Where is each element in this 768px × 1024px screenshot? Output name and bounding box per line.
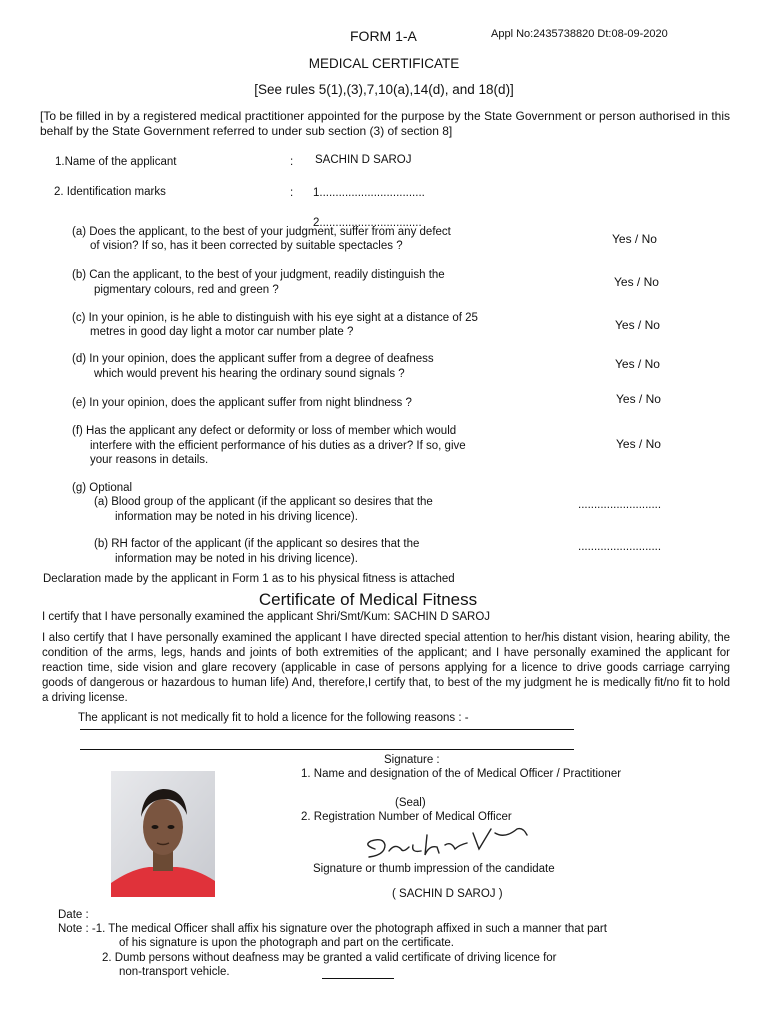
question-b-line2: pigmentary colours, red and green ? <box>94 284 279 296</box>
question-g-a-line2: information may be noted in his driving licence). <box>115 511 358 523</box>
applicant-name-label: 1.Name of the applicant <box>55 156 177 168</box>
certificate-title: MEDICAL CERTIFICATE <box>308 56 460 71</box>
rules-reference: [See rules 5(1),(3),7,10(a),14(d), and 18(d)] <box>254 82 514 97</box>
not-fit-reasons-label: The applicant is not medically fit to hold a licence for the following reasons : - <box>78 712 469 724</box>
signature-label: Signature : <box>384 754 440 766</box>
note-2-line2: non-transport vehicle. <box>119 966 230 978</box>
question-c-line2: metres in good day light a motor car number plate ? <box>90 326 354 338</box>
question-g-b-line1: (b) RH factor of the applicant (if the applicant so desires that the <box>94 538 420 550</box>
application-number: Appl No:2435738820 Dt:08-09-2020 <box>491 28 668 40</box>
question-a-line1: (a) Does the applicant, to the best of your judgment, suffer from any defect <box>72 226 451 238</box>
note-1-line2: of his signature is upon the photograph and part on the certificate. <box>119 937 454 949</box>
reason-line-1 <box>80 729 574 730</box>
question-b-answer: Yes / No <box>614 275 659 289</box>
seal-label: (Seal) <box>395 797 426 809</box>
question-e-line1: (e) In your opinion, does the applicant suffer from night blindness ? <box>72 397 412 409</box>
question-c-line1: (c) In your opinion, is he able to distinguish with his eye sight at a distance of 25 <box>72 312 478 324</box>
note-1-line1: Note : -1. The medical Officer shall affix his signature over the photograph affixed in such a manner that part <box>58 923 607 935</box>
date-label: Date : <box>58 909 89 921</box>
registration-number-label: 2. Registration Number of Medical Officer <box>301 811 512 823</box>
reason-line-2 <box>80 749 574 750</box>
identification-marks-label: 2. Identification marks <box>54 186 166 198</box>
form-title: FORM 1-A <box>350 28 417 44</box>
question-d-line2: which would prevent his hearing the ordinary sound signals ? <box>94 368 405 380</box>
applicant-name-value: SACHIN D SAROJ <box>315 154 412 166</box>
candidate-name: ( SACHIN D SAROJ ) <box>392 888 503 900</box>
question-c-answer: Yes / No <box>615 318 660 332</box>
identification-mark-1: 1................................. <box>313 187 425 199</box>
instruction-text: [To be filled in by a registered medical practitioner appointed for the purpose by the State Government or person authorised in this behalf by the State Government referred to under sub section (3) of section 8] <box>40 109 730 138</box>
rh-factor-field: .......................... <box>578 541 662 553</box>
officer-name-designation: 1. Name and designation of the of Medical Officer / Practitioner <box>301 768 622 780</box>
question-f-answer: Yes / No <box>616 437 661 451</box>
colon: : <box>290 156 294 168</box>
question-f-line2: interfere with the efficient performance of his duties as a driver? If so, give <box>90 440 466 452</box>
candidate-signature <box>355 815 555 865</box>
question-f-line1: (f) Has the applicant any defect or deformity or loss of member which would <box>72 425 457 437</box>
applicant-photo <box>111 771 215 897</box>
question-a-answer: Yes / No <box>612 232 657 246</box>
examined-statement: I certify that I have personally examined the applicant Shri/Smt/Kum: SACHIN D SAROJ <box>42 611 491 623</box>
certification-body: I also certify that I have personally examined the applicant I have directed special attention to her/his distant vision, hearing ability, the condition of the arms, legs, hands and joints of both extremities of the applicant; and I have personally examined the applicant for reaction time, side vision and glare recovery (applicable in case of persons applying for a licence to drive goods carriage carrying goods of dangerous or hazardous to human life) And, therefore,I certify that, to best of the my judgment he is medically fit/no fit to hold a driving license. <box>42 632 730 704</box>
question-a-line2: of vision? If so, has it been corrected by suitable spectacles ? <box>90 240 403 252</box>
fitness-certificate-title: Certificate of Medical Fitness <box>258 590 478 609</box>
colon: : <box>290 187 294 199</box>
blood-group-field: .......................... <box>578 499 662 511</box>
note-2-line1: 2. Dumb persons without deafness may be granted a valid certificate of driving licence for <box>102 952 557 964</box>
declaration-text: Declaration made by the applicant in Form 1 as to his physical fitness is attached <box>43 573 455 585</box>
footer-line <box>322 978 394 979</box>
question-g-title: (g) Optional <box>72 482 133 494</box>
question-g-b-line2: information may be noted in his driving licence). <box>115 553 358 565</box>
question-d-answer: Yes / No <box>615 357 660 371</box>
question-g-a-line1: (a) Blood group of the applicant (if the applicant so desires that the <box>94 496 433 508</box>
question-b-line1: (b) Can the applicant, to the best of your judgment, readily distinguish the <box>72 269 445 281</box>
question-e-answer: Yes / No <box>616 392 661 406</box>
question-d-line1: (d) In your opinion, does the applicant suffer from a degree of deafness <box>72 353 434 365</box>
identification-mark-2: 2................................ <box>313 217 422 229</box>
question-f-line3: your reasons in details. <box>90 454 209 466</box>
candidate-signature-label: Signature or thumb impression of the candidate <box>313 863 555 875</box>
